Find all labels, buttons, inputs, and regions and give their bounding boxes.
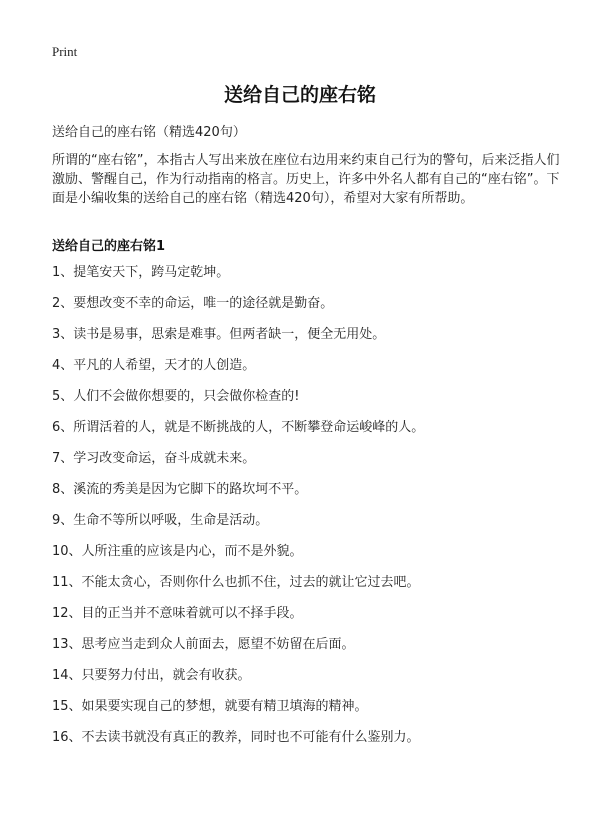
motto-list bbox=[52, 265, 424, 761]
list-item: 14、只要努力付出，就会有收获。 bbox=[52, 668, 251, 683]
list-item: 3、读书是易事，思索是难事。但两者缺一，便全无用处。 bbox=[52, 327, 386, 342]
list-item: 15、如果要实现自己的梦想，就要有精卫填海的精神。 bbox=[52, 699, 368, 714]
page-title: 送给自己的座右铭 bbox=[223, 84, 376, 106]
list-item: 10、人所注重的应该是内心，而不是外貌。 bbox=[52, 544, 303, 559]
list-item: 6、所谓活着的人，就是不断挑战的人，不断攀登命运峻峰的人。 bbox=[52, 420, 425, 435]
list-item: 7、学习改变命运，奋斗成就未来。 bbox=[52, 451, 256, 466]
list-item: 12、目的正当并不意味着就可以不择手段。 bbox=[52, 606, 303, 621]
print-link[interactable]: Print bbox=[52, 44, 78, 59]
list-item: 5、人们不会做你想要的，只会做你检查的! bbox=[52, 389, 300, 404]
list-item: 16、不去读书就没有真正的教养，同时也不可能有什么鉴别力。 bbox=[52, 730, 420, 745]
list-item: 4、平凡的人希望，天才的人创造。 bbox=[52, 358, 256, 373]
list-item: 2、要想改变不幸的命运，唯一的途径就是勤奋。 bbox=[52, 296, 334, 311]
intro-paragraph: 所谓的“座右铭”，本指古人写出来放在座位右边用来约束自己行为的警句，后来泛指人们激励、警醒自己，作为行动指南的格言。历史上，许多中外名人都有自己的“座右铭”。下面是小编收集的送给自己的座右铭（精选420句），希望对大家有所帮助。 bbox=[52, 153, 560, 206]
list-item: 11、不能太贪心，否则你什么也抓不住，过去的就让它过去吧。 bbox=[52, 575, 420, 590]
list-item: 8、溪流的秀美是因为它脚下的路坎坷不平。 bbox=[52, 482, 308, 497]
page-subtitle: 送给自己的座右铭（精选420句） bbox=[52, 125, 246, 140]
section-heading: 送给自己的座右铭1 bbox=[52, 239, 166, 254]
list-item: 1、提笔安天下，跨马定乾坤。 bbox=[52, 265, 230, 280]
list-item: 13、思考应当走到众人前面去，愿望不妨留在后面。 bbox=[52, 637, 355, 652]
list-item: 9、生命不等所以呼吸，生命是活动。 bbox=[52, 513, 269, 528]
